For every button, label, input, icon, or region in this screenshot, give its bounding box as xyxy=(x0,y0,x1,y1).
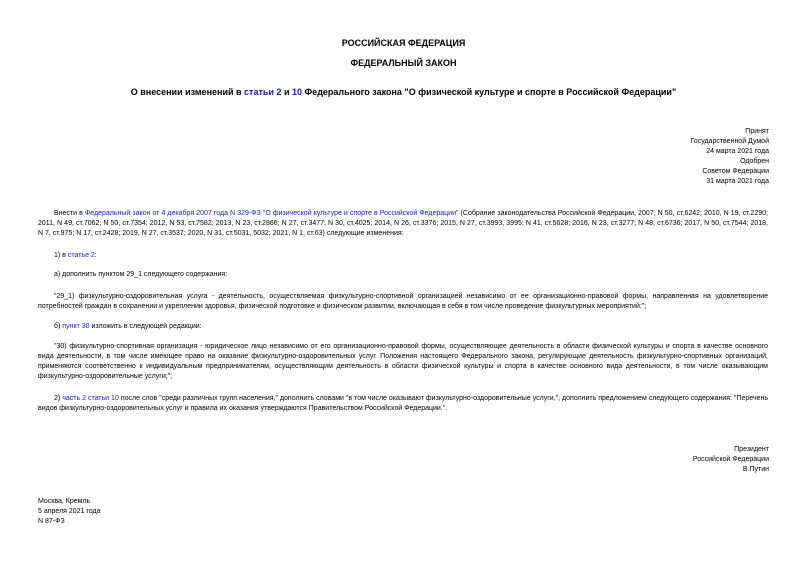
item-1b-suffix: изложить в следующей редакции: xyxy=(89,323,202,330)
document-title xyxy=(0,86,807,98)
place-date-block xyxy=(38,497,238,527)
signature-line: В.Путин xyxy=(742,466,769,473)
title-suffix: Федерального закона "О физической культуре и спорте в Российской Федерации" xyxy=(302,87,677,97)
item-1b-prefix: б) xyxy=(54,323,63,330)
item-2-suffix: после слов "среди различных групп населения," дополнить словами "в том числе оказывают физкультурно-оздоровительные услуги,", дополнить предложением следующего содержания: "Перечень видов физкультурно-оздоровительных услуг и правила их оказания утверждаются Правительством Российской Федерации.". xyxy=(38,395,768,412)
point-30-link[interactable]: пункт 30 xyxy=(62,323,90,330)
intro-prefix: Внести в xyxy=(54,210,85,217)
adoption-line: Государственной Думой xyxy=(690,138,769,145)
intro-suffix: (Собрание законодательства Российской Федерации, 2007, N 50, ст.6242; 2010, N 19, ст.2290; 2011, N 49, ст.7062; N 50, ст.7354; 2012, N 53, ст.7582; 2013, N 23, ст.2866; N 27, ст.3477; N 30, ст.4025; 2014, N 26, ст.3376; 2015, N 27, ст.3993, 3995; N 41, ст.5628; 2016, N 23, ст.3277; N 48, ст.6736; 2017, N 50, ст.7544; 2018, N 7, ст.975; N 17, ст.2428; 2019, N 27, ст.3537; 2020, N 31, ст.5031, 5032; 2021, N 1, ст.63) следующие изменения: xyxy=(38,210,768,237)
item-2-prefix: 2) xyxy=(54,395,63,402)
item-2 xyxy=(38,394,768,414)
title-link-article-2[interactable]: статьи 2 xyxy=(244,87,282,97)
item-1a: а) дополнить пунктом 29_1 следующего содержания: xyxy=(54,271,228,278)
quote-30: "30) физкультурно-спортивная организация - юридическое лицо независимо от его организационно-правовой формы, осуществляющее деятельность в области физической культуры и спорта в качестве основного вида деятельности, в том числе имеющее право на оказание физкультурно-оздоровительных услуг. Положения настоящего Федерального закона, регулирующие деятельность физкультурно-спортивных организаций, применяются соответственно к индивидуальным предпринимателям, осуществляющим деятельность в области физической культуры и спорта в качестве основного вида деятельности, в том числе оказывающим физкультурно-оздоровительные услуги;"; xyxy=(38,343,768,380)
item-1 xyxy=(38,251,768,261)
place-line: Москва, Кремль xyxy=(38,498,91,505)
title-mid: и xyxy=(281,87,292,97)
signature-block xyxy=(569,445,769,475)
adoption-line: Принят xyxy=(745,128,769,135)
article-2-link[interactable]: статье 2 xyxy=(67,252,95,259)
header-country: РОССИЙСКАЯ ФЕДЕРАЦИЯ xyxy=(341,38,466,48)
quote-29-1: "29_1) физкультурно-оздоровительная услуга - деятельность, осуществляемая физкультурно-спортивной организацией независимо от ее организационно-правовой формы, направленная на удовлетворение потребностей граждан в сохранении и укреплении здоровья, физической подготовке и физическом развитии, включающая в себя в том числе проведение физкультурных мероприятий;"; xyxy=(38,293,768,310)
signature-line: Президент xyxy=(734,446,769,453)
signature-line: Российской Федерации xyxy=(692,456,769,463)
adoption-line: Одобрен xyxy=(740,158,769,165)
item-1-suffix: : xyxy=(94,252,97,259)
date-line: 5 апреля 2021 года xyxy=(38,508,101,515)
adoption-line: 31 марта 2021 года xyxy=(706,178,769,185)
header-doc-type: ФЕДЕРАЛЬНЫЙ ЗАКОН xyxy=(350,58,457,68)
adoption-line: 24 марта 2021 года xyxy=(706,148,769,155)
title-link-article-10[interactable]: 10 xyxy=(292,87,303,97)
part-2-article-10-link[interactable]: часть 2 статьи 10 xyxy=(62,395,119,402)
adoption-block xyxy=(569,127,769,187)
item-1b xyxy=(38,322,768,332)
title-prefix: О внесении изменений в xyxy=(130,87,245,97)
law-link[interactable]: Федеральный закон от 4 декабря 2007 года N 329-ФЗ "О физической культуре и спорте в Российской Федерации" xyxy=(84,210,459,217)
adoption-line: Советом Федерации xyxy=(702,168,769,175)
item-1-prefix: 1) в xyxy=(54,252,68,259)
intro-paragraph xyxy=(38,209,768,239)
law-number: N 87-ФЗ xyxy=(38,518,65,525)
